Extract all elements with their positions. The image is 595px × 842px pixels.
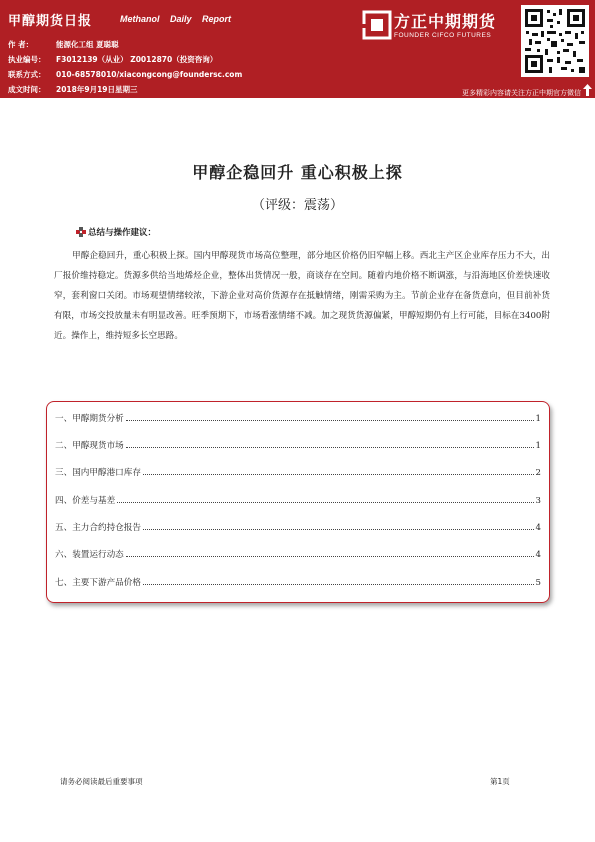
toc-item-label: 五、主力合约持仓报告 [55, 523, 141, 533]
report-title-cn: 甲醇期货日报 [8, 14, 93, 29]
toc-item-label: 六、装置运行动态 [55, 550, 124, 560]
toc-item-page: 4 [535, 550, 541, 560]
author-line [8, 39, 119, 50]
toc-item[interactable] [55, 572, 541, 588]
table-of-contents [46, 401, 550, 603]
toc-item-page: 4 [535, 523, 541, 533]
toc-item-page: 2 [535, 468, 541, 478]
toc-item[interactable] [55, 490, 541, 506]
toc-leader [117, 502, 533, 503]
toc-leader [143, 474, 534, 475]
toc-item[interactable] [55, 462, 541, 478]
contact-line [8, 69, 242, 80]
page-title: 甲醇企稳回升 重心积极上探 [192, 163, 403, 182]
follow-wechat-text: 更多精彩内容请关注方正中期官方微信 [462, 89, 581, 97]
author-label: 作 者： [8, 40, 34, 49]
toc-item-page: 1 [535, 414, 541, 424]
arrow-up-icon [583, 84, 592, 96]
qr-code-icon[interactable] [521, 5, 589, 77]
logo-text-cn: 方正中期期货 [394, 12, 497, 31]
toc-item[interactable] [55, 517, 541, 533]
toc-leader [126, 447, 534, 448]
summary-heading-text: 总结与操作建议： [88, 228, 157, 238]
toc-item-label: 三、国内甲醇港口库存 [55, 468, 141, 478]
author-value: 能源化工组 夏聪聪 [56, 40, 119, 49]
toc-leader [126, 556, 534, 557]
toc-item-page: 3 [535, 496, 541, 506]
toc-leader [143, 529, 534, 530]
company-logo [362, 7, 512, 49]
report-title-en: Methanol Daily Report [120, 14, 232, 24]
toc-item-label: 一、甲醇期货分析 [55, 414, 124, 424]
summary-paragraph: 甲醇企稳回升，重心积极上探。国内甲醇现货市场高位整理，部分地区价格仍旧窄幅上移。西北主产区企业库存压力不大，出厂报价维持稳定。货源多供给当地烯烃企业，整体出货情况一般，商谈存在空间。随着内地价格不断调涨，与沿海地区价差快速收窄，套利窗口关闭。市场观望情绪较浓，下游企业对高价货源存在抵触情绪，刚需采购为主。节前企业存在备货意向，但目前补货有限，市场交投放量未有明显改善。旺季预期下，市场看涨情绪不减。加之现货货源偏紧，甲醇短期仍有上行可能，目标在3400附近。操作上，维持短多长空思路。 [54, 251, 550, 341]
date-value: 2018年9月19日星期三 [56, 85, 138, 94]
summary-heading [74, 226, 156, 238]
rating-text: （评级：震荡） [251, 198, 343, 213]
footer-disclaimer: 请务必阅读最后重要事项 [60, 777, 143, 786]
toc-item[interactable] [55, 544, 541, 560]
license-value: F3012139（从业） Z0012870（投资咨询） [56, 55, 218, 64]
date-line [8, 84, 138, 95]
license-line [8, 54, 217, 65]
footer-page-number: 第1页 [490, 777, 510, 786]
toc-item-page: 1 [535, 441, 541, 451]
logo-text-en: FOUNDER CIFCO FUTURES [394, 32, 492, 39]
toc-item-label: 二、甲醇现货市场 [55, 441, 124, 451]
contact-value[interactable]: 010-68578010/xiacongcong@foundersc.com [56, 70, 243, 79]
toc-item-label: 七、主要下游产品价格 [55, 578, 141, 588]
license-label: 执业编号： [8, 55, 46, 64]
toc-item-page: 5 [535, 578, 541, 588]
toc-leader [126, 420, 534, 421]
date-label: 成文时间： [8, 85, 46, 94]
toc-item-label: 四、价差与基差 [55, 496, 116, 506]
contact-label: 联系方式： [8, 70, 46, 79]
report-header [0, 0, 595, 98]
toc-item[interactable] [55, 408, 541, 424]
toc-item[interactable] [55, 435, 541, 451]
toc-leader [143, 584, 534, 585]
logo-mark-icon [362, 10, 392, 40]
